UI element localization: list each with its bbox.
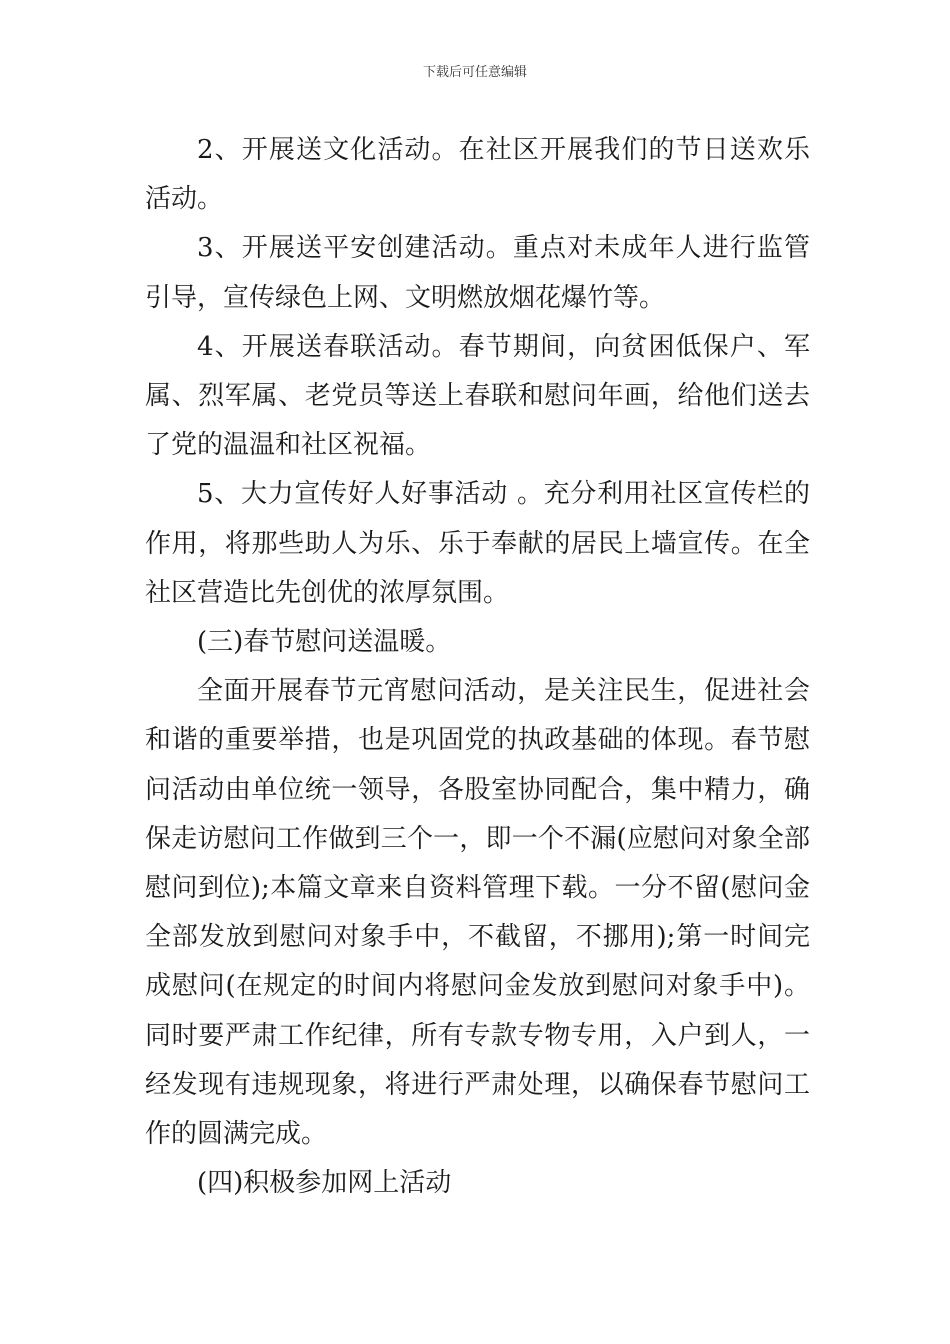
paragraph-item-5: 5、大力宣传好人好事活动 。充分利用社区宣传栏的作用，将那些助人为乐、乐于奉献的居民上墙宣传。在全社区营造比先创优的浓厚氛围。 (145, 479, 810, 608)
paragraph-item-4: 4、开展送春联活动。春节期间，向贫困低保户、军属、烈军属、老党员等送上春联和慰问年画，给他们送去了党的温温和社区祝福。 (145, 331, 810, 461)
section-heading-3: (三)春节慰问送温暖。 (197, 627, 452, 658)
page-header: 下载后可任意编辑 (422, 65, 527, 80)
document-body (145, 126, 810, 1208)
paragraph-item-3: 3、开展送平安创建活动。重点对未成年人进行监管引导，宣传绿色上网、文明燃放烟花爆竹等。 (145, 233, 810, 313)
section-heading-4: (四)积极参加网上活动 (197, 1168, 452, 1199)
paragraph-item-2: 2、开展送文化活动。在社区开展我们的节日送欢乐活动。 (145, 135, 810, 215)
paragraph-section-3-body: 全面开展春节元宵慰问活动，是关注民生，促进社会和谐的重要举措，也是巩固党的执政基础的体现。春节慰问活动由单位统一领导，各股室协同配合，集中精力，确保走访慰问工作做到三个一，即一个不漏(应慰问对象全部慰问到位);本篇文章来自资料管理下载。一分不留(慰问金全部发放到慰问对象手中，不截留，不挪用);第一时间完成慰问(在规定的时间内将慰问金发放到慰问对象手中)。同时要严肃工作纪律，所有专款专物专用，入户到人，一经发现有违规现象，将进行严肃处理，以确保春节慰问工作的圆满完成。 (145, 676, 810, 1150)
